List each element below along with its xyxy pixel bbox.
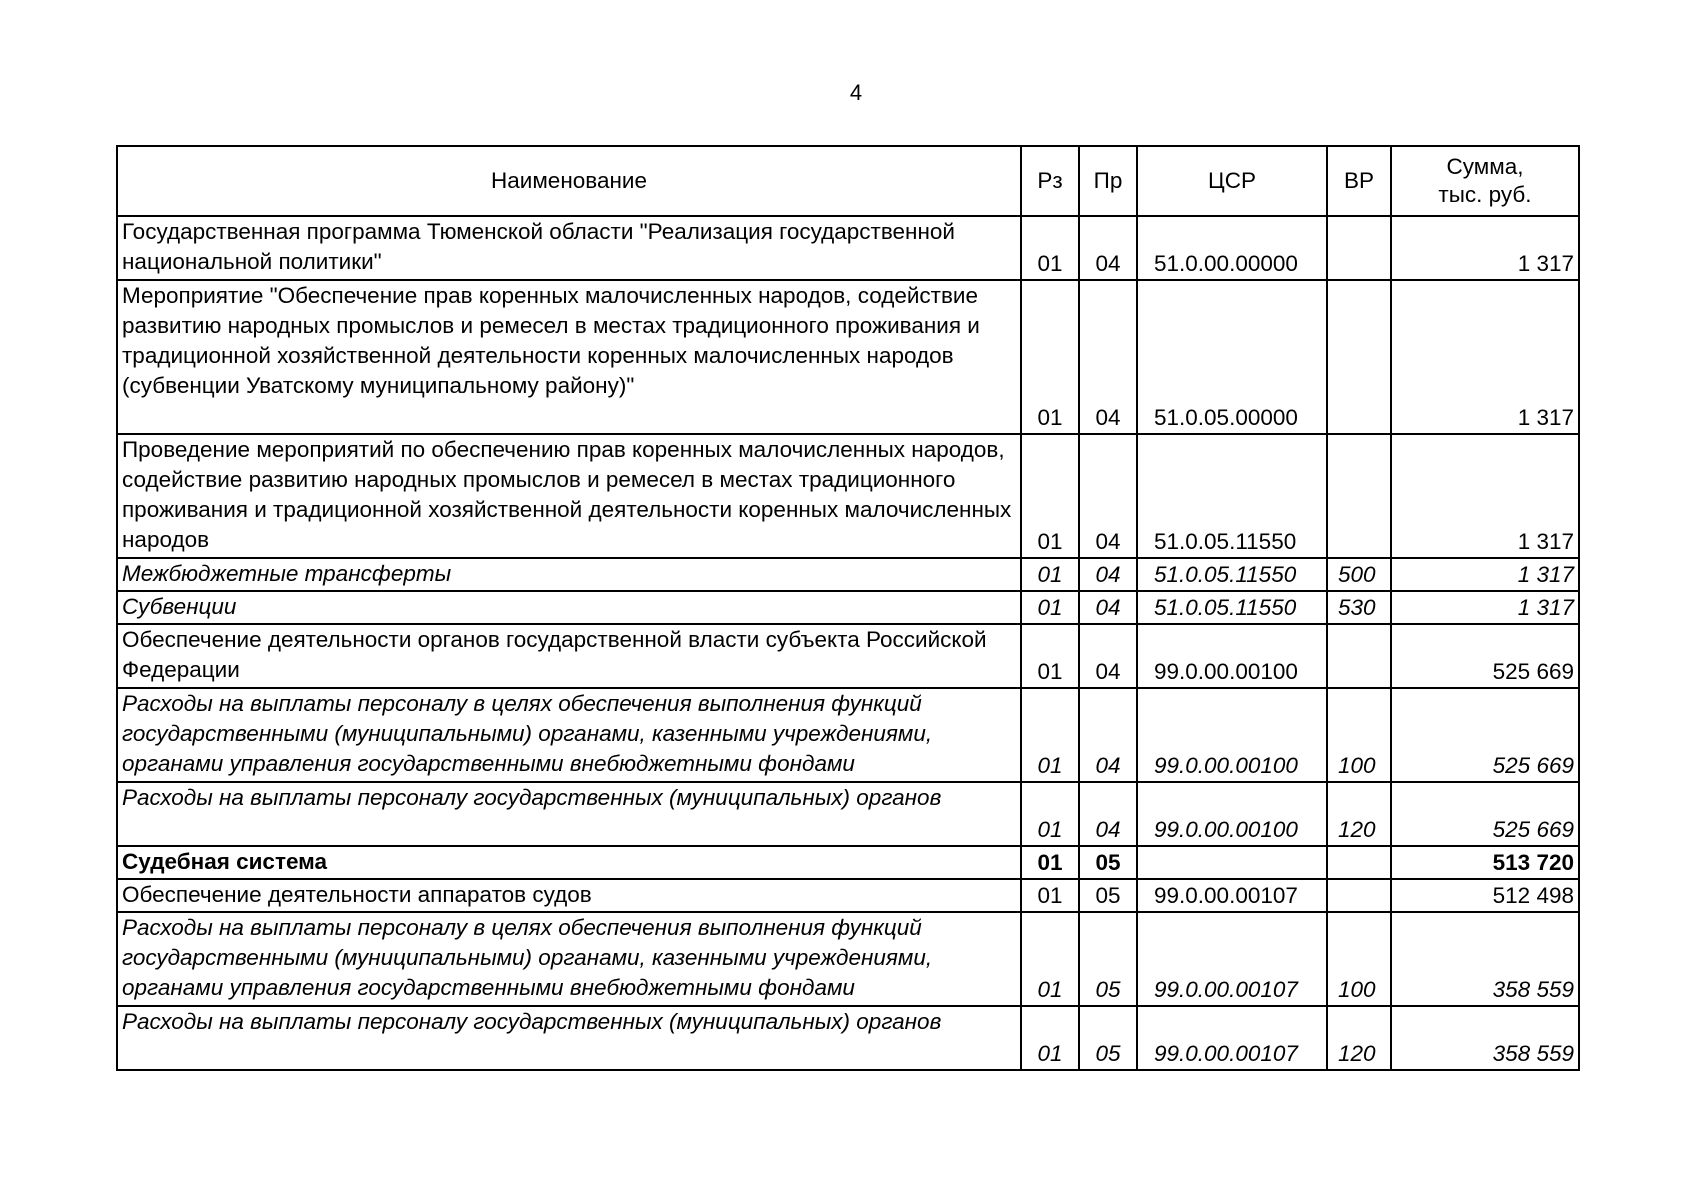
row-rz: 01 [1021, 912, 1079, 1006]
table-row [117, 846, 1579, 879]
row-vr [1327, 216, 1391, 280]
row-name: Расходы на выплаты персоналу в целях обеспечения выполнения функций государственными (муниципальными) органами, казенными учреждениями, органами управления государственными внебюджетными фондами [117, 912, 1021, 1006]
table-header-row [117, 146, 1579, 216]
row-vr [1327, 280, 1391, 434]
row-pr: 05 [1079, 1006, 1137, 1070]
table-row [117, 912, 1579, 1006]
row-csr: 99.0.00.00107 [1137, 1006, 1327, 1070]
header-csr: ЦСР [1137, 146, 1327, 216]
row-name: Расходы на выплаты персоналу в целях обеспечения выполнения функций государственными (муниципальными) органами, казенными учреждениями, органами управления государственными внебюджетными фондами [117, 688, 1021, 782]
row-rz: 01 [1021, 591, 1079, 624]
table-row [117, 434, 1579, 558]
row-sum: 1 317 [1391, 216, 1579, 280]
table-row [117, 280, 1579, 434]
header-sum-line1: Сумма, [1446, 154, 1524, 179]
row-name: Обеспечение деятельности органов государственной власти субъекта Российской Федерации [117, 624, 1021, 688]
row-sum: 1 317 [1391, 280, 1579, 434]
row-csr: 99.0.00.00107 [1137, 912, 1327, 1006]
row-pr: 04 [1079, 782, 1137, 846]
row-pr: 05 [1079, 846, 1137, 879]
header-rz: Рз [1021, 146, 1079, 216]
header-name: Наименование [117, 146, 1021, 216]
row-pr: 04 [1079, 434, 1137, 558]
row-name: Проведение мероприятий по обеспечению прав коренных малочисленных народов, содействие развитию народных промыслов и ремесел в местах традиционного проживания и традиционной хозяйственной деятельности коренных малочисленных народов [117, 434, 1021, 558]
row-sum: 525 669 [1391, 624, 1579, 688]
row-sum: 513 720 [1391, 846, 1579, 879]
table-row [117, 216, 1579, 280]
row-vr: 120 [1327, 1006, 1391, 1070]
row-pr: 04 [1079, 688, 1137, 782]
row-sum: 1 317 [1391, 558, 1579, 591]
header-pr: Пр [1079, 146, 1137, 216]
header-vr: ВР [1327, 146, 1391, 216]
table-row [117, 879, 1579, 912]
budget-table [116, 145, 1580, 1071]
page-number: 4 [849, 80, 863, 105]
row-name: Расходы на выплаты персоналу государственных (муниципальных) органов [117, 1006, 1021, 1070]
table-row [117, 558, 1579, 591]
row-vr [1327, 879, 1391, 912]
row-pr: 04 [1079, 591, 1137, 624]
row-sum: 358 559 [1391, 1006, 1579, 1070]
row-name: Обеспечение деятельности аппаратов судов [117, 879, 1021, 912]
row-name: Судебная система [117, 846, 1021, 879]
row-csr: 51.0.05.00000 [1137, 280, 1327, 434]
row-sum: 1 317 [1391, 434, 1579, 558]
row-rz: 01 [1021, 879, 1079, 912]
table-row [117, 591, 1579, 624]
row-csr [1137, 846, 1327, 879]
row-vr: 100 [1327, 912, 1391, 1006]
row-pr: 04 [1079, 624, 1137, 688]
row-csr: 99.0.00.00107 [1137, 879, 1327, 912]
row-rz: 01 [1021, 434, 1079, 558]
row-rz: 01 [1021, 782, 1079, 846]
row-rz: 01 [1021, 846, 1079, 879]
row-csr: 99.0.00.00100 [1137, 624, 1327, 688]
row-sum: 512 498 [1391, 879, 1579, 912]
row-vr: 530 [1327, 591, 1391, 624]
row-rz: 01 [1021, 624, 1079, 688]
row-name: Межбюджетные трансферты [117, 558, 1021, 591]
row-rz: 01 [1021, 1006, 1079, 1070]
row-name: Расходы на выплаты персоналу государственных (муниципальных) органов [117, 782, 1021, 846]
row-pr: 04 [1079, 216, 1137, 280]
row-sum: 525 669 [1391, 688, 1579, 782]
row-pr: 05 [1079, 879, 1137, 912]
row-sum: 525 669 [1391, 782, 1579, 846]
row-csr: 51.0.05.11550 [1137, 558, 1327, 591]
table-row [117, 782, 1579, 846]
row-name: Государственная программа Тюменской области "Реализация государственной национальной политики" [117, 216, 1021, 280]
row-name: Мероприятие "Обеспечение прав коренных малочисленных народов, содействие развитию народных промыслов и ремесел в местах традиционного проживания и традиционной хозяйственной деятельности коренных малочисленных народов (субвенции Уватскому муниципальному району)" [117, 280, 1021, 434]
table-row [117, 624, 1579, 688]
row-rz: 01 [1021, 216, 1079, 280]
row-csr: 51.0.00.00000 [1137, 216, 1327, 280]
header-sum-line2: тыс. руб. [1438, 182, 1532, 207]
row-sum: 358 559 [1391, 912, 1579, 1006]
row-sum: 1 317 [1391, 591, 1579, 624]
row-vr [1327, 846, 1391, 879]
table-row [117, 688, 1579, 782]
row-pr: 05 [1079, 912, 1137, 1006]
row-pr: 04 [1079, 558, 1137, 591]
row-vr: 100 [1327, 688, 1391, 782]
row-vr: 120 [1327, 782, 1391, 846]
row-rz: 01 [1021, 280, 1079, 434]
row-csr: 99.0.00.00100 [1137, 782, 1327, 846]
row-csr: 51.0.05.11550 [1137, 434, 1327, 558]
row-vr: 500 [1327, 558, 1391, 591]
row-name: Субвенции [117, 591, 1021, 624]
table-row [117, 1006, 1579, 1070]
row-vr [1327, 434, 1391, 558]
row-vr [1327, 624, 1391, 688]
row-rz: 01 [1021, 558, 1079, 591]
row-pr: 04 [1079, 280, 1137, 434]
row-csr: 99.0.00.00100 [1137, 688, 1327, 782]
row-csr: 51.0.05.11550 [1137, 591, 1327, 624]
header-sum [1391, 146, 1579, 216]
row-rz: 01 [1021, 688, 1079, 782]
